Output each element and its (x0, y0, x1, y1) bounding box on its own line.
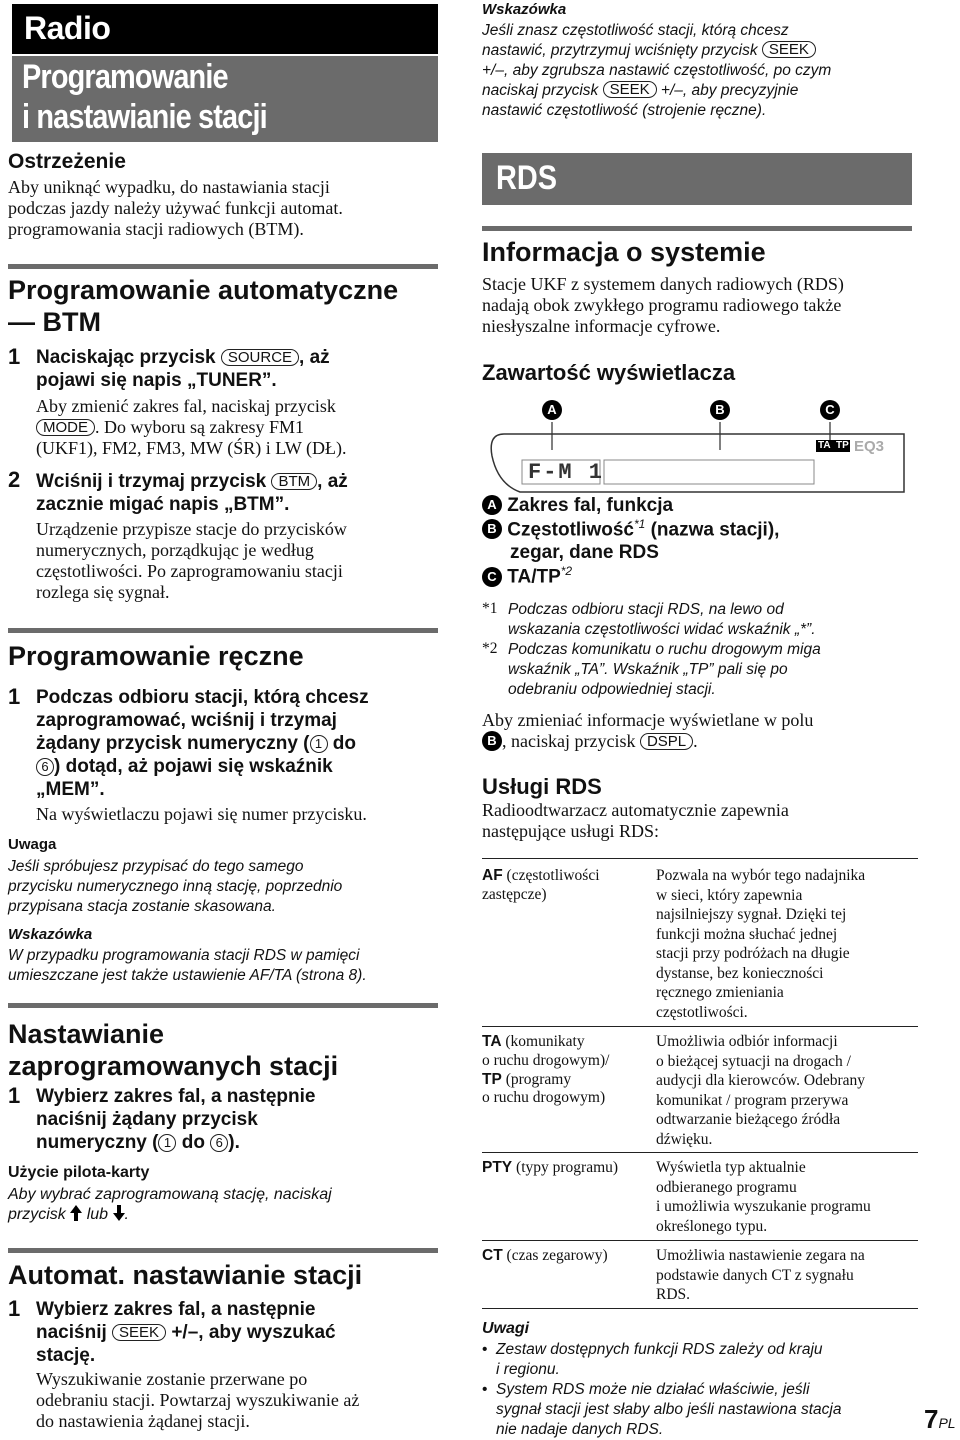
remote-body: Aby wybrać zaprogramowaną stację, naciskaj przycisk lub . (8, 1185, 438, 1225)
legend-text: zegar, dane RDS (510, 542, 659, 564)
tip-line: nastawić, przytrzymuj wciśnięty przycisk (482, 42, 758, 59)
seek-key: SEEK (112, 1324, 166, 1341)
step-text: naciśnij (36, 1322, 107, 1343)
lcd-tp-indicator: TP (836, 440, 849, 451)
desc-line: audycji dla kierowców. Odebrany (656, 1072, 866, 1089)
desc-line: częstotliwości. (656, 1003, 748, 1021)
remote-line: lub (86, 1206, 109, 1223)
step-text: Podczas odbioru stacji, którą chcesz (36, 687, 369, 708)
desc-line: Umożliwia odbiór informacji (656, 1033, 838, 1050)
remote-line: przycisk (8, 1206, 66, 1223)
legend-mark-c: C (482, 567, 502, 587)
desc-line: Pozwala na wybór tego nadajnika (656, 867, 866, 884)
step-text: , aż (317, 471, 348, 492)
term-text: o ruchu drogowym) (482, 1089, 606, 1106)
table-row-term (482, 1246, 654, 1266)
step-text: Naciskając przycisk (36, 347, 216, 368)
info-body (482, 274, 918, 337)
desc-line: Umożliwia nastawienie zegara na (656, 1247, 865, 1264)
desc-line: i umożliwia wyszukanie programu (656, 1198, 871, 1215)
list-item (482, 1380, 918, 1440)
callout-c: C (820, 400, 840, 420)
down-arrow-icon (113, 1205, 125, 1221)
warning-body (8, 177, 343, 240)
note-line: System RDS może nie działać właściwie, jeśli (496, 1381, 810, 1398)
tip-line: W przypadku programowania stacji RDS w pamięci (8, 947, 360, 964)
section-banner-programming (12, 56, 438, 142)
table-row-term (482, 1032, 650, 1107)
tip-line: umieszczane jest także ustawienie AF/TA (strona 8). (8, 967, 367, 984)
services-body (482, 800, 918, 842)
table-divider (482, 1240, 918, 1241)
body-line: rozlega się sygnał. (36, 582, 170, 602)
notes-title: Uwagi (482, 1320, 530, 1337)
btm-title-line2: — BTM (8, 307, 101, 337)
page-language: PL (938, 1415, 956, 1431)
bullet-icon: • (482, 1341, 488, 1358)
manual-title: Programowanie ręczne (8, 641, 304, 671)
tip-title: Wskazówka (8, 926, 93, 943)
footnote-line: odebraniu odpowiedniej stacji. (508, 681, 716, 698)
manual-step1 (36, 686, 440, 801)
footnote-mark: *2 (482, 640, 498, 657)
note-body (8, 857, 438, 917)
desc-line: o bieżącej sytuacji na drogach / (656, 1052, 851, 1070)
dspl-key: DSPL (640, 733, 693, 750)
step-text: pojawi się napis „TUNER”. (36, 370, 277, 391)
body-line: nadają obok zwykłego programu radiowego także (482, 295, 842, 315)
preset-key-6: 6 (36, 758, 54, 776)
callout-a: A (542, 400, 562, 420)
legend-mark-a: A (482, 495, 502, 515)
body-line: Aby zmieniać informacje wyświetlane w polu (482, 710, 814, 730)
warning-line: programowania stacji radiowych (BTM). (8, 219, 304, 239)
mode-key: MODE (36, 419, 95, 436)
page-number-value: 7 (924, 1404, 939, 1434)
step-text: naciśnij żądany przycisk (36, 1109, 258, 1130)
footnote-line: wskazania częstotliwości widać wskaźnik „*”. (508, 621, 816, 638)
step-text: Wciśnij i trzymaj przycisk (36, 471, 267, 492)
tune-title (8, 1018, 338, 1082)
note-line: nie nadaje danych RDS. (496, 1421, 664, 1438)
banner-rds-text: RDS (496, 159, 558, 197)
legend-mark-b: B (482, 519, 502, 539)
footnote-1 (482, 600, 918, 640)
display-diagram (484, 398, 914, 498)
legend-mark-b: B (482, 731, 502, 751)
step-text: ) dotąd, aż pojawi się wskaźnik (54, 756, 333, 777)
section-rule (8, 264, 438, 269)
legend-text: (nazwa stacji), (645, 519, 780, 541)
step-text: +/–, aby wyszukać (166, 1322, 336, 1343)
footnote-line: Podczas komunikatu o ruchu drogowym miga (508, 641, 821, 658)
step-number: 1 (8, 344, 21, 369)
desc-line: odtwarzanie bieżącego źródła (656, 1111, 841, 1128)
source-key: SOURCE (221, 349, 299, 366)
step-number: 1 (8, 684, 21, 709)
warning-title: Ostrzeżenie (8, 150, 126, 173)
footnote-line: Podczas odbioru stacji RDS, na lewo od (508, 601, 784, 618)
body-line: . (693, 731, 698, 751)
desc-line: podstawie danych CT z sygnału (656, 1266, 854, 1284)
body-line: , naciskaj przycisk (502, 731, 636, 751)
table-divider (482, 1152, 918, 1153)
desc-line: komunikat / program przerywa (656, 1091, 849, 1109)
callout-b: B (710, 400, 730, 420)
section-rule (8, 628, 438, 633)
body-line: Urządzenie przypisze stacje do przycisków (36, 519, 347, 539)
auto-body (36, 1369, 440, 1432)
footnote-2 (482, 640, 918, 700)
notes-list (482, 1340, 918, 1440)
lcd-band-text: F-M 1 (528, 460, 605, 485)
footnote-ref: *1 (633, 517, 646, 531)
body-line: do nastawienia żądanej stacji. (36, 1411, 250, 1431)
table-divider (482, 1308, 918, 1309)
section-rule (8, 1248, 438, 1253)
right-tip-title: Wskazówka (482, 1, 567, 18)
step-text: „MEM”. (36, 779, 105, 800)
desc-line: odbieranego programu (656, 1178, 797, 1196)
term-text: (częstotliwości (502, 867, 600, 884)
tip-line: nastawić częstotliwość (strojenie ręczne). (482, 102, 767, 119)
note-line: sygnał stacji jest słaby albo jeśli nastawiona stacja (496, 1401, 842, 1418)
desc-line: najsilniejszy sygnał. Dzięki tej (656, 906, 847, 923)
term-label: TP (482, 1070, 502, 1088)
btm-title-line1: Programowanie automatyczne (8, 275, 399, 305)
note-line: przypisana stacja zostanie skasowana. (8, 898, 276, 915)
banner-radio-text: Radio (24, 10, 111, 46)
info-title: Informacja o systemie (482, 237, 766, 267)
btm-step2-body (36, 519, 436, 603)
body-line: (UKF1), FM2, FM3, MW (ŚR) i LW (DŁ). (36, 438, 347, 458)
step-text: numeryczny ( (36, 1132, 159, 1153)
footnote-ref: *2 (560, 564, 573, 579)
note-title: Uwaga (8, 836, 57, 853)
section-rule (8, 1003, 438, 1008)
warning-line: Aby uniknąć wypadku, do nastawiania stacji (8, 177, 330, 197)
legend-text: Zakres fal, funkcja (507, 495, 674, 516)
manual-step1-body: Na wyświetlaczu pojawi się numer przycisku. (36, 804, 367, 824)
body-line: Aby zmienić zakres fal, naciskaj przycisk (36, 396, 336, 416)
desc-line: ręcznego zmieniania (656, 984, 784, 1001)
tip-line: Jeśli znasz częstotliwość stacji, którą chcesz (482, 22, 789, 39)
term-label: TA (482, 1033, 502, 1050)
tip-body (8, 946, 440, 986)
tune-step1 (36, 1085, 440, 1154)
section-banner-rds (482, 153, 912, 205)
term-text: zastępcze) (482, 885, 547, 903)
warning-line: podczas jazdy należy używać funkcji automat. (8, 198, 343, 218)
step-text: zacznie migać napis „BTM”. (36, 494, 290, 515)
tip-line: +/–, aby zgrubsza nastawić częstotliwość, po czym (482, 62, 832, 79)
desc-line: określonego typu. (656, 1217, 768, 1235)
desc-line: funkcji można słuchać jednej (656, 925, 838, 943)
btm-step2 (36, 470, 436, 516)
term-label: AF (482, 867, 503, 884)
table-divider (482, 1026, 918, 1027)
preset-key-1: 1 (158, 1134, 176, 1152)
desc-line: Wyświetla typ aktualnie (656, 1159, 806, 1176)
note-line: i regionu. (496, 1361, 560, 1378)
step-text: ). (228, 1132, 240, 1153)
desc-line: dystanse, bez konieczności (656, 964, 824, 982)
remote-title: Użycie pilota-karty (8, 1164, 150, 1181)
table-row-desc (656, 1158, 918, 1236)
preset-key-1: 1 (310, 735, 328, 753)
desc-line: RDS. (656, 1286, 691, 1303)
up-arrow-icon (70, 1205, 82, 1221)
table-row-desc (656, 1246, 918, 1305)
auto-title: Automat. nastawianie stacji (8, 1260, 363, 1290)
step-text: do (327, 733, 356, 754)
body-line: numerycznych, porządkując je według (36, 540, 314, 560)
body-line: Stacje UKF z systemem danych radiowych (RDS) (482, 274, 844, 294)
table-row-desc (656, 866, 918, 1022)
term-label: CT (482, 1247, 503, 1264)
lcd-eq-indicator: EQ3 (854, 438, 885, 455)
body-line: Wyszukiwanie zostanie przerwane po (36, 1369, 308, 1389)
desc-line: stacji przy podróżach na długie (656, 945, 850, 962)
body-line: niesłyszalne informacje cyfrowe. (482, 316, 721, 336)
auto-step1 (36, 1298, 440, 1367)
term-text: o ruchu drogowym)/ (482, 1051, 610, 1069)
btm-key: BTM (271, 473, 317, 490)
desc-line: w sieci, który zapewnia (656, 886, 803, 904)
step-text: stację. (36, 1345, 96, 1366)
section-rule (482, 226, 912, 231)
body-line: następujące usługi RDS: (482, 821, 659, 841)
table-row-term (482, 1158, 654, 1178)
remote-line: Aby wybrać zaprogramowaną stację, naciskaj (8, 1186, 332, 1203)
banner-prog-line1: Programowanie (22, 58, 228, 96)
term-text: (programy (501, 1070, 572, 1088)
display-title: Zawartość wyświetlacza (482, 360, 736, 385)
term-text: (komunikaty (501, 1033, 585, 1050)
step-text: Wybierz zakres fal, a następnie (36, 1299, 316, 1320)
body-line: Radioodtwarzacz automatycznie zapewnia (482, 800, 789, 820)
body-line: . Do wyboru są zakresy FM1 (95, 417, 304, 437)
display-change-info (482, 710, 918, 752)
tip-line: +/–, aby precyzyjnie (656, 82, 799, 99)
btm-step1-body (36, 396, 436, 459)
bullet-icon: • (482, 1381, 488, 1398)
body-line: odebraniu stacji. Powtarzaj wyszukiwanie aż (36, 1390, 360, 1410)
btm-title (8, 274, 398, 338)
note-line: Zestaw dostępnych funkcji RDS zależy od kraju (496, 1341, 823, 1358)
desc-line: dźwięku. (656, 1130, 713, 1148)
seek-key: SEEK (603, 81, 657, 98)
banner-prog-line2: i nastawianie stacji (22, 98, 267, 136)
tune-title-line1: Nastawianie (8, 1019, 165, 1049)
table-divider (482, 858, 918, 859)
step-number: 1 (8, 1296, 21, 1321)
right-tip-body (482, 21, 918, 121)
lcd-ta-indicator: TA (818, 440, 831, 451)
step-text: Wybierz zakres fal, a następnie (36, 1086, 316, 1107)
page-number (924, 1404, 956, 1435)
note-line: Jeśli spróbujesz przypisać do tego samego (8, 858, 304, 875)
table-row-term (482, 866, 650, 904)
footnote-mark: *1 (482, 600, 498, 617)
step-number: 2 (8, 467, 21, 492)
step-text: żądany przycisk numeryczny ( (36, 733, 310, 754)
legend-text: TA/TP (507, 566, 561, 588)
step-number: 1 (8, 1083, 21, 1108)
table-row-desc (656, 1032, 918, 1149)
services-title: Usługi RDS (482, 774, 602, 799)
btm-step1 (36, 346, 436, 392)
footnote-line: wskaźnik „TA”. Wskaźnik „TP” pali się po (508, 661, 788, 678)
tip-line: naciskaj przycisk (482, 82, 599, 99)
seek-key: SEEK (762, 41, 816, 58)
section-banner-radio (12, 4, 438, 54)
note-line: przycisku numerycznego inną stację, poprzednio (8, 878, 343, 895)
step-text: , aż (299, 347, 330, 368)
body-line: częstotliwości. Po zaprogramowaniu stacji (36, 561, 343, 581)
term-text: (czas zegarowy) (502, 1247, 608, 1264)
preset-key-6: 6 (210, 1134, 228, 1152)
step-text: zaprogramować, wciśnij i trzymaj (36, 710, 337, 731)
legend-text: Częstotliwość (507, 519, 634, 541)
step-text: do (176, 1132, 211, 1153)
tune-title-line2: zaprogramowanych stacji (8, 1051, 339, 1081)
term-text: (typy programu) (512, 1159, 619, 1176)
term-label: PTY (482, 1159, 513, 1176)
display-legend (482, 494, 918, 589)
list-item (482, 1340, 918, 1380)
